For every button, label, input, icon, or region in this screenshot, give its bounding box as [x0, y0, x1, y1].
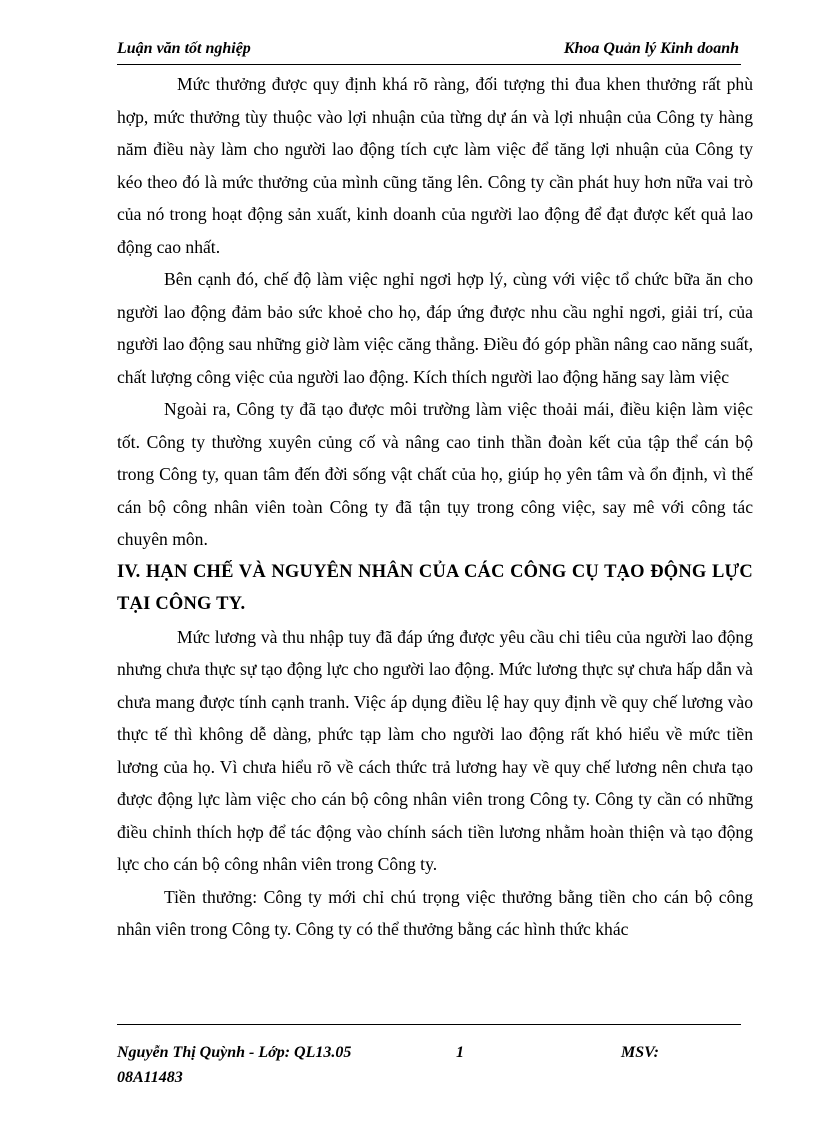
- footer-msv-label: MSV:: [621, 1044, 659, 1061]
- page-number: 1: [456, 1044, 464, 1061]
- footer-author: Nguyễn Thị Quỳnh - Lớp: QL13.05: [117, 1044, 352, 1061]
- footer-student-id: 08A11483: [117, 1069, 183, 1086]
- header-faculty: Khoa Quản lý Kinh doanh: [563, 40, 739, 57]
- footer-divider: [117, 1024, 741, 1025]
- paragraph-bonus: Tiền thưởng: Công ty mới chỉ chú trọng việc thưởng bằng tiền cho cán bộ công nhân viên trong Công ty. Công ty có thể thưởng bằng các hình thức khác: [117, 886, 753, 939]
- document-body: [117, 68, 753, 946]
- paragraph-work-environment: Ngoài ra, Công ty đã tạo được môi trường làm việc thoải mái, điều kiện làm việc tốt. Công ty thường xuyên củng cố và nâng cao tinh thần đoàn kết của tập thể cán bộ trong Công ty, quan tâm đến đời sống vật chất của họ, giúp họ yên tâm và ổn định, vì thế cán bộ công nhân viên toàn Công ty đã tận tụy trong công việc, say mê với công tác chuyên môn.: [117, 399, 753, 549]
- paragraph-working-conditions: Bên cạnh đó, chế độ làm việc nghỉ ngơi hợp lý, cùng với việc tổ chức bữa ăn cho người lao động đảm bảo sức khoẻ cho họ, đáp ứng được nhu cầu nghỉ ngơi, giải trí, của người lao động sau những giờ làm việc căng thẳng. Điều đó góp phần nâng cao năng suất, chất lượng công việc của người lao động. Kích thích người lao động hăng say làm việc: [117, 269, 753, 387]
- page-header: [117, 38, 741, 65]
- paragraph-salary-limitations: Mức lương và thu nhập tuy đã đáp ứng được yêu cầu chi tiêu của người lao động nhưng chưa thực sự tạo động lực cho người lao động. Mức lương thực sự chưa hấp dẫn và chưa mang được tính cạnh tranh. Việc áp dụng điều lệ hay quy định về quy chế lương vào thực tế thì không dễ dàng, phức tạp làm cho người lao động rất khó hiểu về mức tiền lương của họ. Vì chưa hiểu rõ về cách thức trả lương hay về quy chế lương nên chưa tạo được động lực làm việc cho cán bộ công nhân viên trong Công ty. Công ty cần có những điều chỉnh thích hợp để tác động vào chính sách tiền lương nhằm hoàn thiện và tạo động lực cho cán bộ công nhân viên trong Công ty.: [117, 626, 753, 874]
- header-thesis-title: Luận văn tốt nghiệp: [117, 40, 251, 57]
- section-heading-iv: IV. HẠN CHẾ VÀ NGUYÊN NHÂN CỦA CÁC CÔNG CỤ TẠO ĐỘNG LỰC TẠI CÔNG TY.: [117, 561, 753, 614]
- paragraph-reward-policy: Mức thưởng được quy định khá rõ ràng, đối tượng thi đua khen thưởng rất phù hợp, mức thưởng tùy thuộc vào lợi nhuận của từng dự án và lợi nhuận của Công ty hàng năm điều này làm cho người lao động tích cực làm việc để tăng lợi nhuận của Công ty kéo theo đó là mức thưởng của mình cũng tăng lên. Công ty cần phát huy hơn nữa vai trò của nó trong hoạt động sản xuất, kinh doanh của người lao động để đạt được kết quả lao động cao nhất.: [117, 74, 753, 257]
